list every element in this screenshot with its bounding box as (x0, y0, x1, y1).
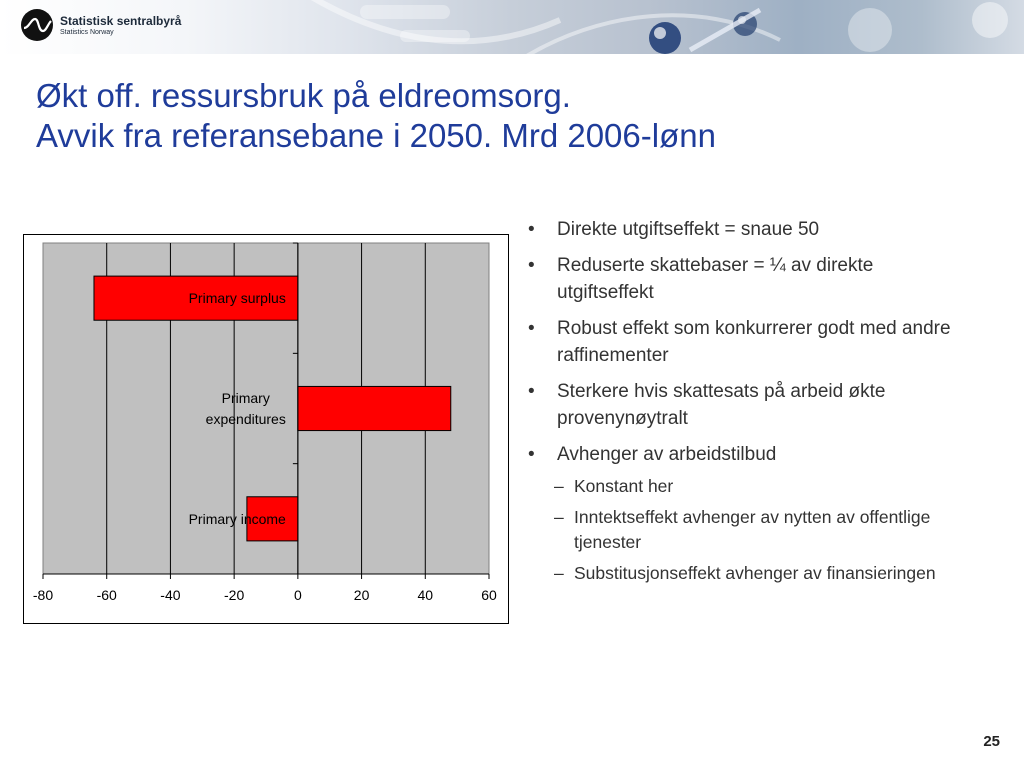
dash-icon: – (554, 563, 564, 583)
x-tick-label: 60 (481, 587, 497, 603)
bullet-text: Robust effekt som konkurrerer godt med andre raffinementer (557, 318, 951, 366)
bullet-text: Direkte utgiftseffekt = snaue 50 (557, 219, 820, 240)
bullet-item (528, 378, 968, 432)
page-number: 25 (983, 733, 1000, 750)
x-tick-label: 20 (353, 587, 370, 603)
category-label (189, 511, 286, 527)
x-tick-label: -80 (32, 587, 54, 603)
logo-name: Statistisk sentralbyrå (60, 13, 182, 28)
x-tick-label: 40 (417, 587, 434, 603)
bullet-text: Sterkere hvis skattesats på arbeid økte provenynøytralt (557, 381, 886, 429)
dash-icon: – (554, 476, 564, 496)
bullet-text: Reduserte skattebaser = ¼ av direkte utgiftseffekt (557, 255, 874, 303)
bullet-dot-icon: • (528, 255, 535, 276)
bullet-dot-icon: • (528, 381, 535, 402)
category-label-line: Primary (221, 390, 270, 406)
category-label-line: expenditures (205, 411, 286, 427)
sub-bullet-item (554, 561, 968, 586)
sub-bullet-item (554, 505, 968, 555)
sub-bullet-item (554, 474, 968, 499)
bullet-dot-icon: • (528, 219, 535, 240)
dash-icon: – (554, 507, 564, 527)
x-tick-label: -20 (224, 587, 245, 603)
bar (298, 386, 451, 430)
category-label (189, 290, 286, 306)
x-tick-label: -60 (96, 587, 117, 603)
category-label-line: Primary income (188, 510, 286, 527)
logo (20, 8, 181, 42)
sub-bullet-list (554, 474, 968, 586)
category-label-line: Primary surplus (188, 290, 286, 307)
logo-mark-icon (20, 8, 54, 42)
logo-subtitle: Statistics Norway (60, 28, 114, 36)
bullet-list (528, 216, 968, 595)
sub-bullet-text: Inntektseffekt avhenger av nytten av offentlige tjenester (574, 507, 931, 552)
bullet-dot-icon: • (528, 444, 535, 465)
bullet-item (528, 315, 968, 369)
bullet-item (528, 216, 968, 243)
slide-header (0, 0, 1024, 54)
sub-bullet-text: Konstant her (574, 476, 674, 496)
x-tick-label: 0 (293, 587, 302, 603)
sub-bullet-text: Substitusjonseffekt avhenger av finansieringen (574, 563, 936, 583)
title-line-2: Avvik fra referansebane i 2050. Mrd 2006-lønn (36, 117, 716, 154)
bullet-item (528, 252, 968, 306)
x-tick-label: -40 (160, 587, 181, 603)
slide-title (36, 76, 716, 156)
title-line-1: Økt off. ressursbruk på eldreomsorg. (36, 77, 571, 114)
bar-chart (23, 234, 509, 624)
bullet-dot-icon: • (528, 318, 535, 339)
bullet-item (528, 441, 968, 586)
bullet-text: Avhenger av arbeidstilbud (557, 444, 777, 465)
